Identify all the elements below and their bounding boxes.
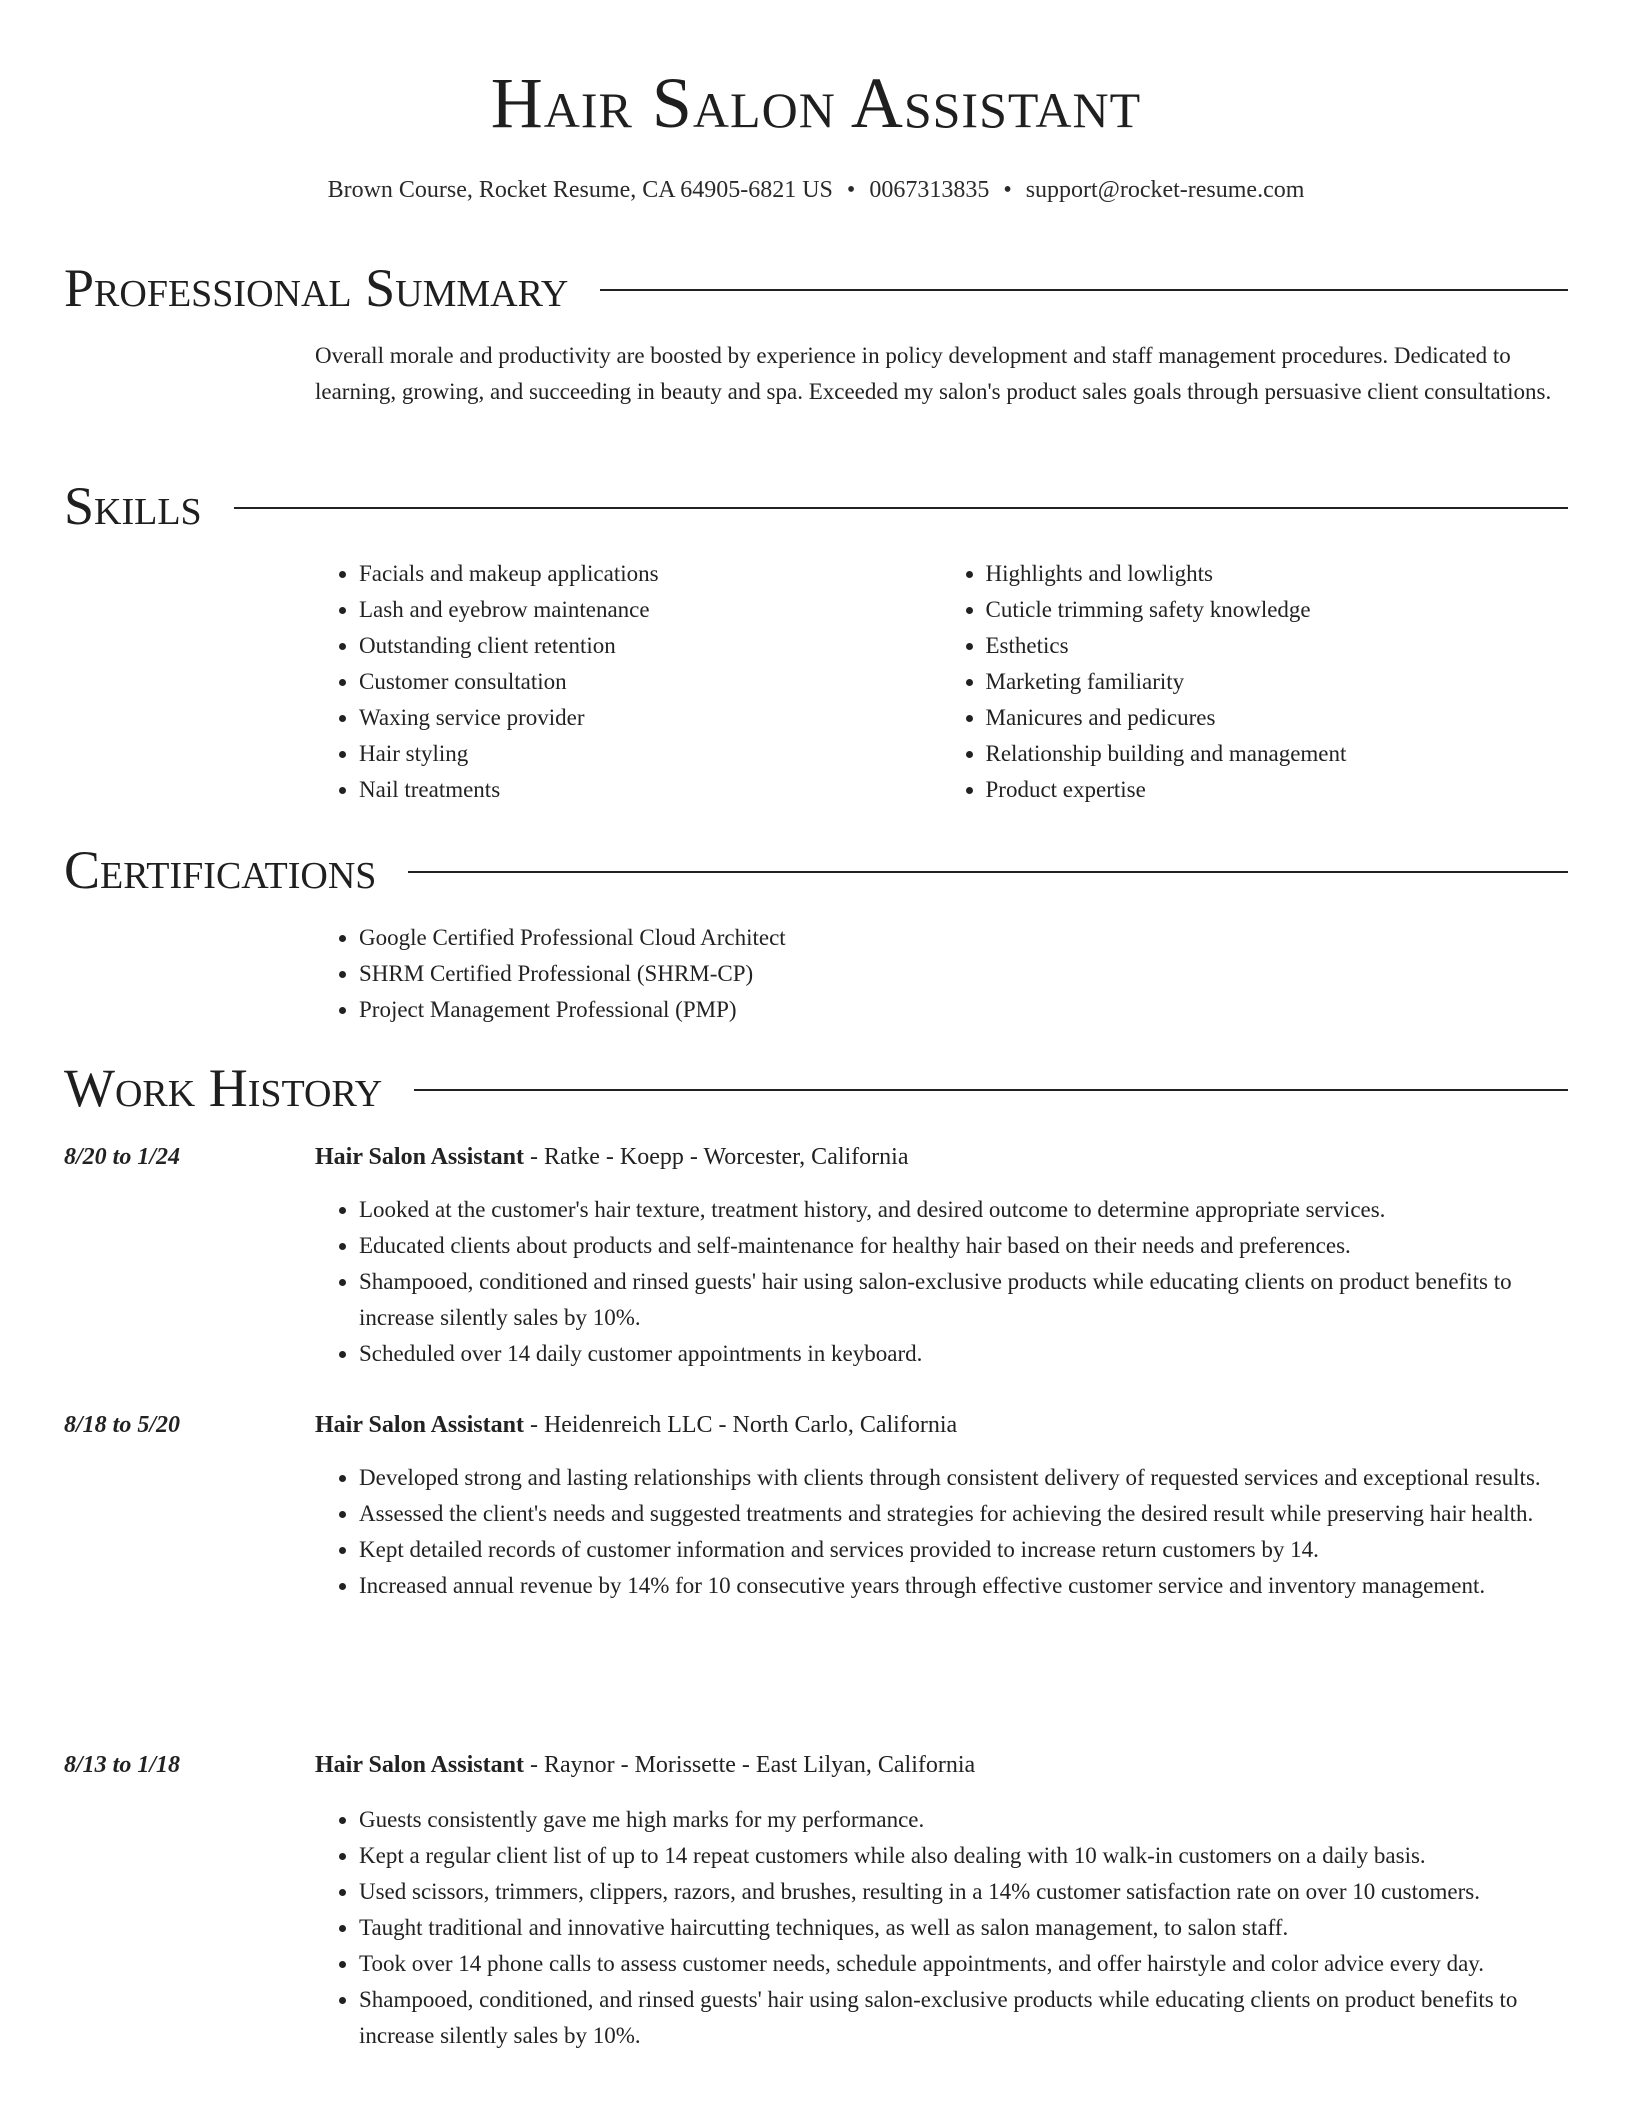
- job-duties: [315, 1192, 1568, 1372]
- work-title: Work History: [64, 1058, 383, 1118]
- job-duty: • Kept detailed records of customer information and services provided to increase return customers by 14.: [359, 1532, 1568, 1568]
- skill-item: • Marketing familiarity: [986, 664, 1569, 700]
- skill-item: • Hair styling: [359, 736, 942, 772]
- certification-item: • SHRM Certified Professional (SHRM-CP): [359, 956, 1568, 992]
- summary-text: Overall morale and productivity are boosted by experience in policy development and staff management procedures. Dedicated to learning, growing, and succeeding in beauty and spa. Exceeded my salon's product sales goals through persuasive client consultations.: [315, 343, 1552, 404]
- certifications-body: [315, 920, 1568, 1028]
- job-duties: [315, 1460, 1568, 1604]
- job-dates: 8/20 to 1/24: [64, 1144, 181, 1170]
- job-duties: [315, 1802, 1568, 2054]
- job-duty: • Took over 14 phone calls to assess customer needs, schedule appointments, and offer hairstyle and color advice every day.: [359, 1946, 1568, 1982]
- job-duty: • Assessed the client's needs and suggested treatments and strategies for achieving the desired result while preserving hair health.: [359, 1496, 1568, 1532]
- job-role: Hair Salon Assistant: [315, 1752, 524, 1778]
- job-duty: • Shampooed, conditioned, and rinsed guests' hair using salon-exclusive products while educating clients on product benefits to increase silently sales by 10%.: [359, 1982, 1568, 2054]
- job-role: Hair Salon Assistant: [315, 1144, 524, 1170]
- job-duty: • Guests consistently gave me high marks for my performance.: [359, 1802, 1568, 1838]
- skill-item: • Product expertise: [986, 772, 1569, 808]
- summary-body: [315, 338, 1568, 410]
- certifications-title: Certifications: [64, 840, 377, 900]
- job-duty-list: [315, 1460, 1568, 1604]
- skill-item: • Nail treatments: [359, 772, 942, 808]
- summary-section-header: [64, 256, 1568, 320]
- job-details: - Heidenreich LLC - North Carlo, California: [523, 1412, 958, 1438]
- job-duty: • Taught traditional and innovative haircutting techniques, as well as salon management, to salon staff.: [359, 1910, 1568, 1946]
- skill-item: • Customer consultation: [359, 664, 942, 700]
- contact-line: [0, 174, 1632, 206]
- section-divider: [600, 289, 1568, 291]
- job-duty: • Kept a regular client list of up to 14 repeat customers while also dealing with 10 walk-in customers on a daily basis.: [359, 1838, 1568, 1874]
- section-divider: [408, 871, 1568, 873]
- job-heading: [315, 1408, 957, 1442]
- skill-item: • Esthetics: [986, 628, 1569, 664]
- skill-item: • Cuticle trimming safety knowledge: [986, 592, 1569, 628]
- skills-title: Skills: [64, 476, 202, 536]
- job-duty: • Used scissors, trimmers, clippers, razors, and brushes, resulting in a 14% customer satisfaction rate on over 10 customers.: [359, 1874, 1568, 1910]
- skills-body: [315, 556, 1568, 808]
- certification-item: • Project Management Professional (PMP): [359, 992, 1568, 1028]
- job-details: - Ratke - Koepp - Worcester, California: [523, 1144, 909, 1170]
- job-heading: [315, 1140, 908, 1174]
- skill-item: • Highlights and lowlights: [986, 556, 1569, 592]
- skills-section-header: [64, 474, 1568, 538]
- job-duty: • Developed strong and lasting relationships with clients through consistent delivery of requested services and exceptional results.: [359, 1460, 1568, 1496]
- work-section-header: [64, 1056, 1568, 1120]
- contact-phone: 0067313835: [869, 177, 990, 203]
- job-duty: • Increased annual revenue by 14% for 10 consecutive years through effective customer service and inventory management.: [359, 1568, 1568, 1604]
- summary-title: Professional Summary: [64, 258, 569, 318]
- skill-item: • Facials and makeup applications: [359, 556, 942, 592]
- job-dates: 8/13 to 1/18: [64, 1752, 181, 1778]
- skills-list-right: [942, 556, 1569, 808]
- job-details: - Raynor - Morissette - East Lilyan, California: [523, 1752, 976, 1778]
- section-divider: [234, 507, 1568, 509]
- contact-address: Brown Course, Rocket Resume, CA 64905-6821 US: [327, 177, 833, 203]
- job-role: Hair Salon Assistant: [315, 1412, 524, 1438]
- job-dates: 8/18 to 5/20: [64, 1412, 181, 1438]
- resume-name: Hair Salon Assistant: [490, 63, 1142, 143]
- skill-item: • Waxing service provider: [359, 700, 942, 736]
- certification-item: • Google Certified Professional Cloud Architect: [359, 920, 1568, 956]
- skill-item: • Outstanding client retention: [359, 628, 942, 664]
- job-duty: • Educated clients about products and self-maintenance for healthy hair based on their needs and preferences.: [359, 1228, 1568, 1264]
- contact-email: support@rocket-resume.com: [1025, 177, 1305, 203]
- job-duty: • Scheduled over 14 daily customer appointments in keyboard.: [359, 1336, 1568, 1372]
- skill-item: • Relationship building and management: [986, 736, 1569, 772]
- contact-separator: •: [1003, 177, 1012, 203]
- contact-separator: •: [846, 177, 856, 203]
- skill-item: • Manicures and pedicures: [986, 700, 1569, 736]
- job-duty: • Shampooed, conditioned and rinsed guests' hair using salon-exclusive products while educating clients on product benefits to increase silently sales by 10%.: [359, 1264, 1568, 1336]
- certifications-section-header: [64, 838, 1568, 902]
- job-duty-list: [315, 1802, 1568, 2054]
- job-duty: • Looked at the customer's hair texture, treatment history, and desired outcome to determine appropriate services.: [359, 1192, 1568, 1228]
- skills-list-left: [315, 556, 942, 808]
- job-duty-list: [315, 1192, 1568, 1372]
- job-heading: [315, 1748, 975, 1782]
- certifications-list: [315, 920, 1568, 1028]
- skill-item: • Lash and eyebrow maintenance: [359, 592, 942, 628]
- section-divider: [414, 1089, 1568, 1091]
